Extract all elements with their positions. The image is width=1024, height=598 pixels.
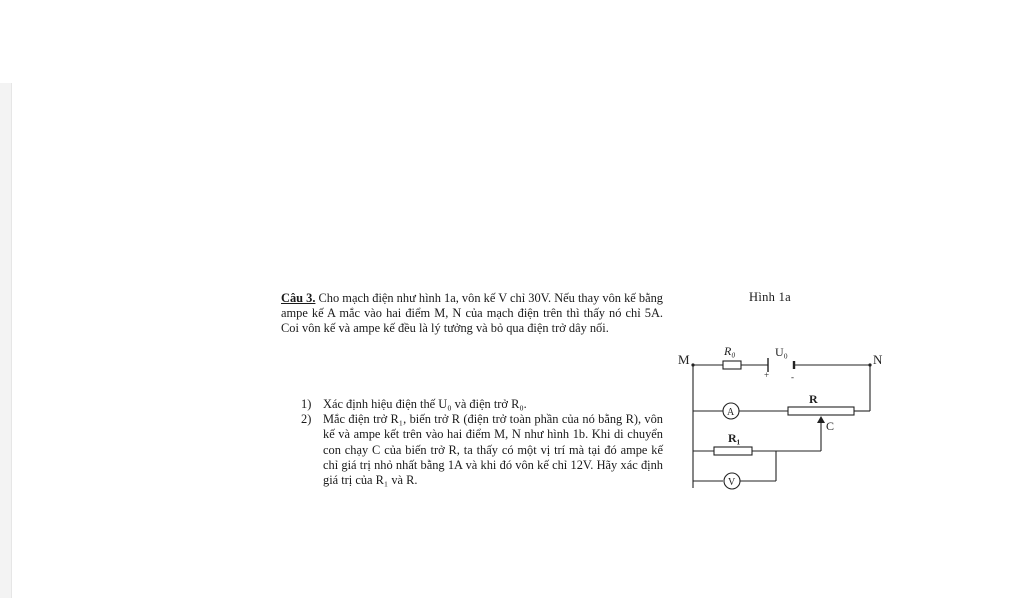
problem-intro: Cho mạch điện như hình 1a, vôn kế V chỉ 30V. Nếu thay vôn kế bằng ampe kế A mắc vào hai điểm M, N của mạch điện trên thì thấy nó chỉ 5A. Coi vôn kế và ampe kế đều là lý tưởng và bỏ qua điện trở dây nối. bbox=[281, 291, 663, 336]
task-item bbox=[301, 397, 663, 412]
resistor-r1 bbox=[714, 447, 752, 455]
rheostat-r bbox=[788, 407, 854, 415]
label-u0: U₀ bbox=[775, 345, 788, 359]
battery-plus-mark: + bbox=[764, 370, 770, 380]
left-sidebar-strip bbox=[0, 83, 12, 598]
figure-title: Hình 1a bbox=[749, 290, 792, 304]
node-n-dot bbox=[868, 363, 871, 366]
resistor-r0 bbox=[723, 361, 741, 369]
task-item bbox=[301, 412, 663, 488]
voltmeter-label: V bbox=[728, 477, 736, 488]
label-r1: R₁ bbox=[728, 431, 741, 445]
label-r0: R₀ bbox=[724, 344, 736, 358]
question-label: Câu 3. bbox=[281, 291, 316, 305]
task-text: Mắc điện trở R₁, biến trở R (điện trở toàn phần của nó bằng R), vôn kế và ampe kết trên vào hai điểm M, N như hình 1b. Khi di chuyển con chạy C của biến trở R, ta thấy có một vị trí mà tại đó ampe kế chỉ giá trị nhỏ nhất bằng 1A và khi đó vôn kế chỉ 12V. Hãy xác định giá trị của R₁ và R. bbox=[323, 412, 663, 488]
label-r: R bbox=[809, 392, 818, 406]
problem-statement bbox=[281, 291, 663, 337]
task-text: Xác định hiệu điện thế U₀ và điện trở R₀. bbox=[323, 397, 527, 411]
label-n: N bbox=[873, 352, 883, 367]
label-m: M bbox=[678, 352, 690, 367]
node-m-dot bbox=[691, 363, 694, 366]
task-number: 2) bbox=[301, 412, 312, 427]
battery-minus-mark: - bbox=[791, 372, 794, 382]
task-number: 1) bbox=[301, 397, 312, 411]
ammeter-label: A bbox=[727, 407, 735, 418]
task-list bbox=[301, 397, 663, 488]
circuit-diagram bbox=[676, 338, 896, 508]
problem-paragraph bbox=[281, 291, 663, 337]
top-band bbox=[0, 0, 1024, 83]
label-c: C bbox=[826, 419, 835, 433]
slider-arrow-icon bbox=[817, 416, 825, 423]
